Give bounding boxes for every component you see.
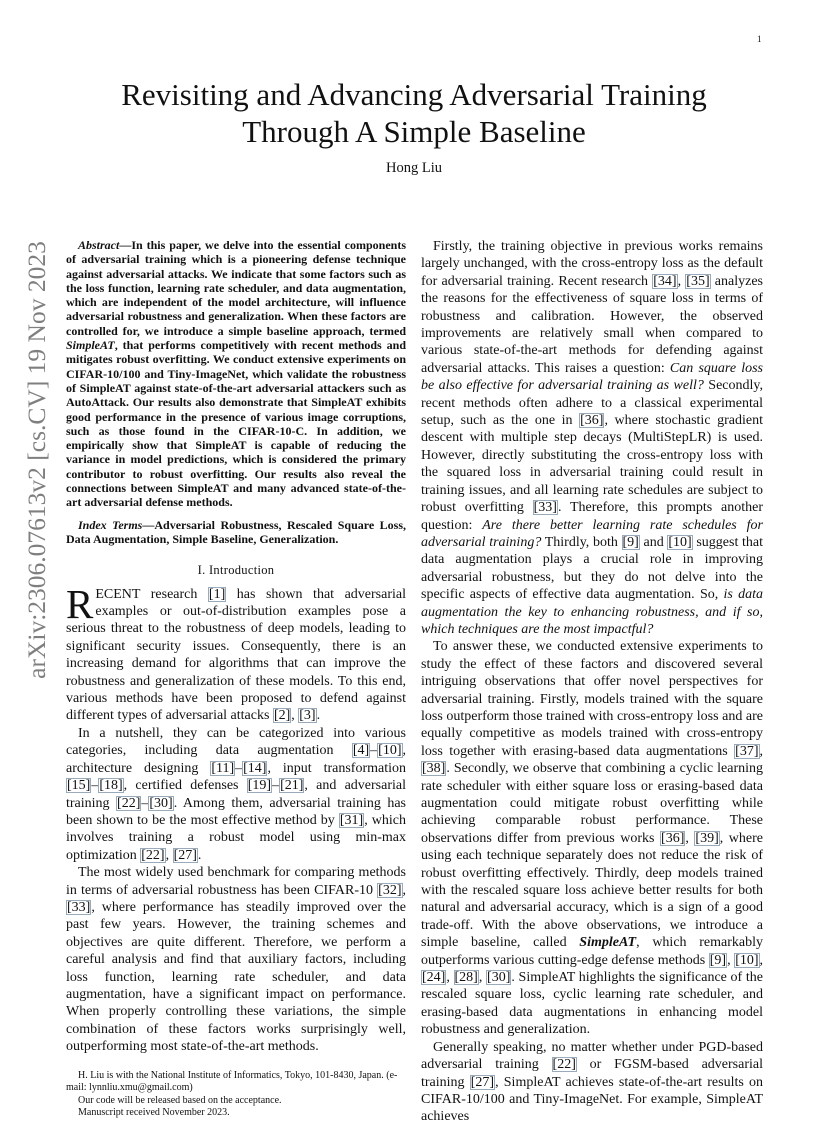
text-span: – [272,778,280,794]
text-span: , [685,830,695,846]
text-span: . Therefore, this prompts another question: [421,500,763,533]
footnote-affiliation: H. Liu is with the National Institute of Informatics, Tokyo, 101-8430, Japan. (e-mail: lynnliu.xmu@gmail.com) [66,1069,398,1094]
citation-link[interactable]: [31] [339,812,364,828]
footnote-manuscript: Manuscript received November 2023. [78,1107,230,1119]
citation-link[interactable]: [14] [243,760,267,776]
text-span: , which remarkably outperforms various cutting-edge defense methods [421,935,763,968]
citation-link[interactable]: [37] [735,743,759,759]
arxiv-identifier-text: arXiv:2306.07613v2 [cs.CV] 19 Nov 2023 [22,241,51,679]
text-span: , where using each technique separately does not reduce the risk of robust overfitting effectively. Thirdly, deep models trained with the rescaled square loss achieve better results for both natural and adversarial accuracy, which is a sign of a good trade-off. With the above observations, we introduce a simple baseline, called [421,830,764,951]
citation-link[interactable]: [30] [487,970,511,986]
text-span: , [677,273,686,289]
text-span: Firstly, the training objective in previous works remains largely unchanged, with the cross-entropy loss as the default for adversarial training. Recent research [421,239,763,289]
author-name: Hong Liu [386,160,442,176]
drop-cap: R [66,580,94,627]
text-span: , [165,847,173,863]
citation-link[interactable]: [2] [273,708,291,724]
text-span: To answer these, we conducted extensive experiments to study the effect of these factors and discovered several intriguing observations that offer novel perspectives for adversarial training. Firstly, models trained with the square loss outperform those trained with cross-entropy loss and are equally competitive as models trained with cross-entropy loss together with erasing-based data augmentations [421,639,763,759]
citation-link[interactable]: [10] [378,743,402,759]
text-span: Secondly, recent methods often adhere to a classical experimental setup, such as the one in [421,378,764,429]
text-span: Generally speaking, no matter whether under PGD-based adversarial training [421,1039,763,1073]
citation-link[interactable]: [11] [211,760,235,776]
citation-link[interactable]: [24] [422,970,446,986]
page-number: 1 [757,34,762,44]
text-span: , and adversarial training [66,778,406,811]
research-question-2: Are there better learning rate schedules for adversarial training? [421,517,763,550]
citation-link[interactable]: [19] [247,778,272,794]
title-line-2: Through A Simple Baseline [242,114,586,149]
text-span: , [402,882,406,898]
text-span: – [91,778,99,794]
text-span: . Secondly, we observe that combining a cyclic learning rate scheduler with either square loss or erasing-based data augmentation could mitigate robust overfitting while achieving comparable robust performance. These observations differ from previous works [421,761,763,846]
index-terms [66,518,406,547]
citation-link[interactable]: [39] [695,830,719,846]
text-span: analyzes the reasons for the effectiveness of square loss in terms of robustness and calibration. However, the observed improvements are relatively small when compared to various state-of-the-art methods for defending against adversarial attacks. This raises a question: [421,273,763,376]
citation-link[interactable]: [22] [141,847,165,863]
text-span: . [316,708,321,724]
index-terms-label: Index Terms [78,517,143,532]
text-span: , [759,743,763,759]
text-span: , architecture designing [66,743,406,776]
citation-link[interactable]: [4] [352,743,370,759]
citation-link[interactable]: [32] [378,882,402,898]
text-span: , SimpleAT achieves state-of-the-art results on CIFAR-10/100 and Tiny-ImageNet. For example, SimpleAT achieves [421,1074,763,1125]
citation-link[interactable]: [33] [533,500,557,516]
citation-link[interactable]: [33] [67,899,91,915]
text-span: – [141,795,149,811]
citation-link[interactable]: [36] [580,413,604,429]
right-paragraph-1 [421,238,763,638]
text-span: , [478,970,487,986]
citation-link[interactable]: [28] [454,970,478,986]
method-name: SimpleAT [579,935,637,951]
text-span: , [759,952,764,968]
text-span: The most widely used benchmark for comparing methods in terms of adversarial robustness has been CIFAR-10 [66,865,406,898]
text-span: In a nutshell, they can be categorized into various categories, including data augmentation [66,725,406,759]
text-span: , which involves training a robust model using min-max optimization [66,812,406,863]
citation-link[interactable]: [18] [99,778,123,794]
citation-link[interactable]: [21] [280,778,304,794]
section-heading-introduction: I. Introduction [197,563,275,578]
citation-link[interactable]: [9] [709,952,727,968]
text-span: Thirdly, both [541,534,622,550]
text-span: , certified defenses [123,778,247,794]
citation-link[interactable]: [1] [208,586,226,602]
text-span: . Among them, adversarial training has been shown to be the most effective method by [66,795,406,828]
right-column [421,238,763,1126]
footnotes [66,1070,406,1120]
text-span: , where performance has steadily improved over the past few years. However, the training schemes and objectives are quite different. Therefore, we perform a careful analysis and find that auxiliary factors, including loss function, learning rate scheduler, and data augmentation, have a significant impact on performance. When properly controlling these variations, the simple combination of these factors works surprisingly well, outperforming most state-of-the-art methods. [66,899,406,1055]
citation-link[interactable]: [38] [422,761,446,777]
paper-title [60,76,768,150]
intro-paragraph-3 [66,864,406,1055]
footnote-code: Our code will be released based on the acceptance. [78,1094,282,1106]
text-span: , input transformation [267,760,406,776]
abstract-method-name: SimpleAT [66,338,115,353]
text-span: suggest that data augmentation plays a crucial role in improving adversarial robustness, but they do not delve into the specific aspects of effective data augmentation. So, [421,534,764,603]
text-span: , [446,970,454,986]
citation-link[interactable]: [36] [661,830,685,846]
citation-link[interactable]: [22] [552,1057,576,1073]
left-column [66,238,406,1120]
text-span: , [727,952,735,968]
text-span: and [639,534,668,550]
citation-link[interactable]: [15] [67,778,91,794]
citation-link[interactable]: [27] [173,847,197,863]
research-question-1: Can square loss be also effective for adversarial training as well? [421,360,763,394]
right-paragraph-2 [421,638,763,1038]
text-span: or FGSM-based adversarial training [421,1057,763,1090]
text-span: , [291,708,299,724]
title-line-1: Revisiting and Advancing Adversarial Training [121,77,707,112]
abstract-label: Abstract [78,238,120,252]
text-span: has shown that adversarial examples or out-of-distribution examples pose a serious threat to the robustness of deep models, leading to significant security issues. Consequently, there is an increasing demand for algorithms that can improve the robustness and generalization of these models. To this end, various methods have been proposed to defend against different types of adversarial attacks [66,586,406,724]
citation-link[interactable]: [22] [117,795,141,811]
citation-link[interactable]: [35] [686,273,710,289]
citation-link[interactable]: [10] [668,534,692,550]
intro-paragraph-2 [66,725,406,864]
abstract-text: —In this paper, we delve into the essential components of adversarial training which is a pioneering defense technique against adversarial attacks. We indicate that some factors such as the loss function, learning rate scheduler, and data augmentation, which are independent of the model architecture, will influence adversarial robustness and generalization. When these factors are controlled for, we introduce a simple baseline approach, termed [66,238,406,338]
intro-paragraph-1 [66,580,406,725]
text-span: . [197,847,202,863]
citation-link[interactable]: [10] [735,952,759,968]
index-terms-text: —Adversarial Robustness, Rescaled Square Loss, Data Augmentation, Simple Baseline, Generalization. [66,517,406,546]
right-paragraph-3 [421,1039,763,1126]
citation-link[interactable]: [3] [299,708,316,724]
text-span: ECENT research [95,586,208,602]
text-span: . SimpleAT highlights the significance of the rescaled square loss, cyclic learning rate scheduler, and erasing-based data augmentations in enhancing model robustness and generalization. [421,970,763,1038]
citation-link[interactable]: [30] [149,795,173,811]
research-question-3: is data augmentation the key to enhancing robustness, and if so, which techniques are the most impactful? [421,587,763,637]
text-span: – [370,743,378,759]
text-span: , where stochastic gradient descent with multiple step decays (MultiStepLR) is used. However, directly substituting the cross-entropy loss with the squared loss in adversarial training could result in training issues, and all learning rate schedules are subject to robust overfitting [421,413,763,516]
citation-link[interactable]: [9] [622,534,639,550]
abstract-text-2: , that performs competitively with recent methods and mitigates robust overfitting. We conduct extensive experiments on CIFAR-10/100 and Tiny-ImageNet, which validate the robustness of SimpleAT against state-of-the-art adversarial attackers such as AutoAttack. Our results also demonstrate that SimpleAT exhibits good performance in the presence of various image corruptions, such as those found in the CIFAR-10-C. In addition, we empirically show that SimpleAT is capable of reducing the variance in model predictions, which is considered the primary contributor to robust overfitting. Our results also reveal the connections between SimpleAT and many advanced state-of-the-art adversarial defense methods. [66,338,406,510]
text-span: – [235,760,243,776]
abstract [66,238,406,510]
citation-link[interactable]: [27] [470,1074,495,1090]
citation-link[interactable]: [34] [653,273,677,289]
